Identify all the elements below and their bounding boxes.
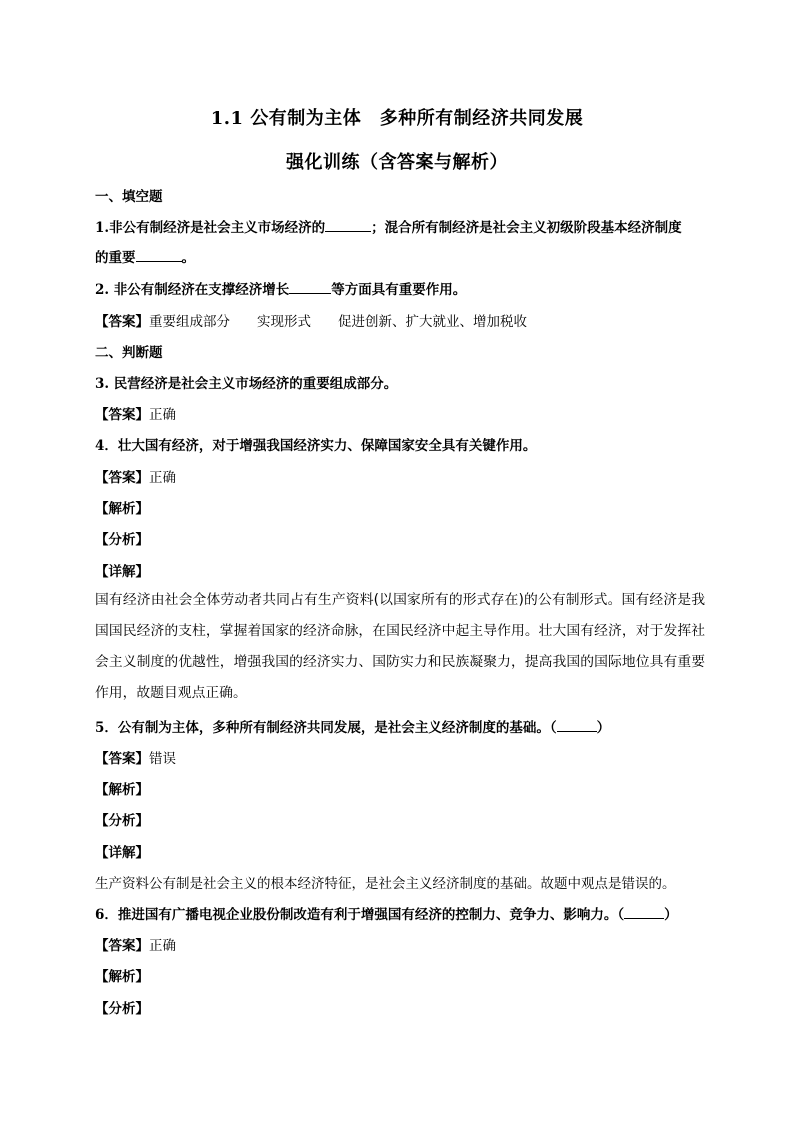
question-2-text-a: 2. 非公有制经济在支撑经济增长 [95,282,290,298]
answer-tag: 【答案】 [95,470,149,486]
question-2-text-b: 等方面具有重要作用。 [331,282,467,298]
question-1-line-2 [95,246,705,266]
answer-tag: 【答案】 [95,751,149,767]
section-heading-judge: 二、判断题 [95,345,163,361]
detail-heading: 【详解】 [95,564,149,580]
section-heading-fill-blank: 一、填空题 [95,189,163,205]
detail-paragraph-5: 生产资料公有制是社会主义的根本经济特征，是社会主义经济制度的基础。故题中观点是错误的。 [95,876,676,892]
breakdown-heading: 【分析】 [95,813,149,829]
answer-text: 重要组成部分 实现形式 促进创新、扩大就业、增加税收 [149,314,527,330]
question-6-text: 6．推进国有广播电视企业股份制改造有利于增强国有经济的控制力、竞争力、影响力。（ [95,907,625,923]
question-1-text-a: 1.非公有制经济是社会主义市场经济的 [95,220,326,236]
question-1-text-d: 。 [181,250,195,266]
document-title: 1.1 公有制为主体 多种所有制经济共同发展 [210,108,584,129]
answer-blank [136,249,182,262]
analysis-heading: 【解析】 [95,501,149,517]
answer-6 [95,934,705,954]
answer-text: 错误 [149,751,176,767]
answer-blank [557,719,597,732]
answer-3 [95,403,705,423]
answer-text: 正确 [149,407,176,423]
question-6 [95,903,705,923]
question-1-text-c: 的重要 [95,250,136,266]
answer-5 [95,747,705,767]
question-1-text-b: ；混合所有制经济是社会主义初级阶段基本经济制度 [371,220,682,236]
answer-4 [95,466,705,486]
analysis-heading: 【解析】 [95,969,149,985]
question-5 [95,716,705,736]
analysis-heading: 【解析】 [95,782,149,798]
detail-paragraph-4: 国有经济由社会全体劳动者共同占有生产资料(以国家所有的形式存在)的公有制形式。国有经济是我国国民经济的支柱，掌握着国家的经济命脉，在国民经济中起主导作用。壮大国有经济，对于发挥社会主义制度的优越性，增强我国的经济实力、国防实力和民族凝聚力，提高我国的国际地位具有重要作用，故题目观点正确。 [95,592,705,701]
question-5-close: ） [596,720,611,736]
question-4: 4．壮大国有经济，对于增强我国经济实力、保障国家安全具有关键作用。 [95,438,537,454]
detail-heading: 【详解】 [95,845,149,861]
breakdown-heading: 【分析】 [95,1001,149,1017]
answer-tag: 【答案】 [95,314,149,330]
breakdown-heading: 【分析】 [95,532,149,548]
question-5-text: 5．公有制为主体，多种所有制经济共同发展，是社会主义经济制度的基础。（ [95,720,557,736]
answer-blank [289,281,331,294]
answer-text: 正确 [149,938,176,954]
question-1-line-1 [95,216,705,236]
answer-blank [325,219,371,232]
document-subtitle: 强化训练（含答案与解析） [286,152,508,173]
answer-tag: 【答案】 [95,407,149,423]
answer-text: 正确 [149,470,176,486]
answer-blank [624,906,664,919]
question-3: 3. 民营经济是社会主义市场经济的重要组成部分。 [95,376,398,392]
answer-1-2 [95,310,705,330]
question-2 [95,278,705,298]
answer-tag: 【答案】 [95,938,149,954]
question-6-close: ） [664,907,678,923]
